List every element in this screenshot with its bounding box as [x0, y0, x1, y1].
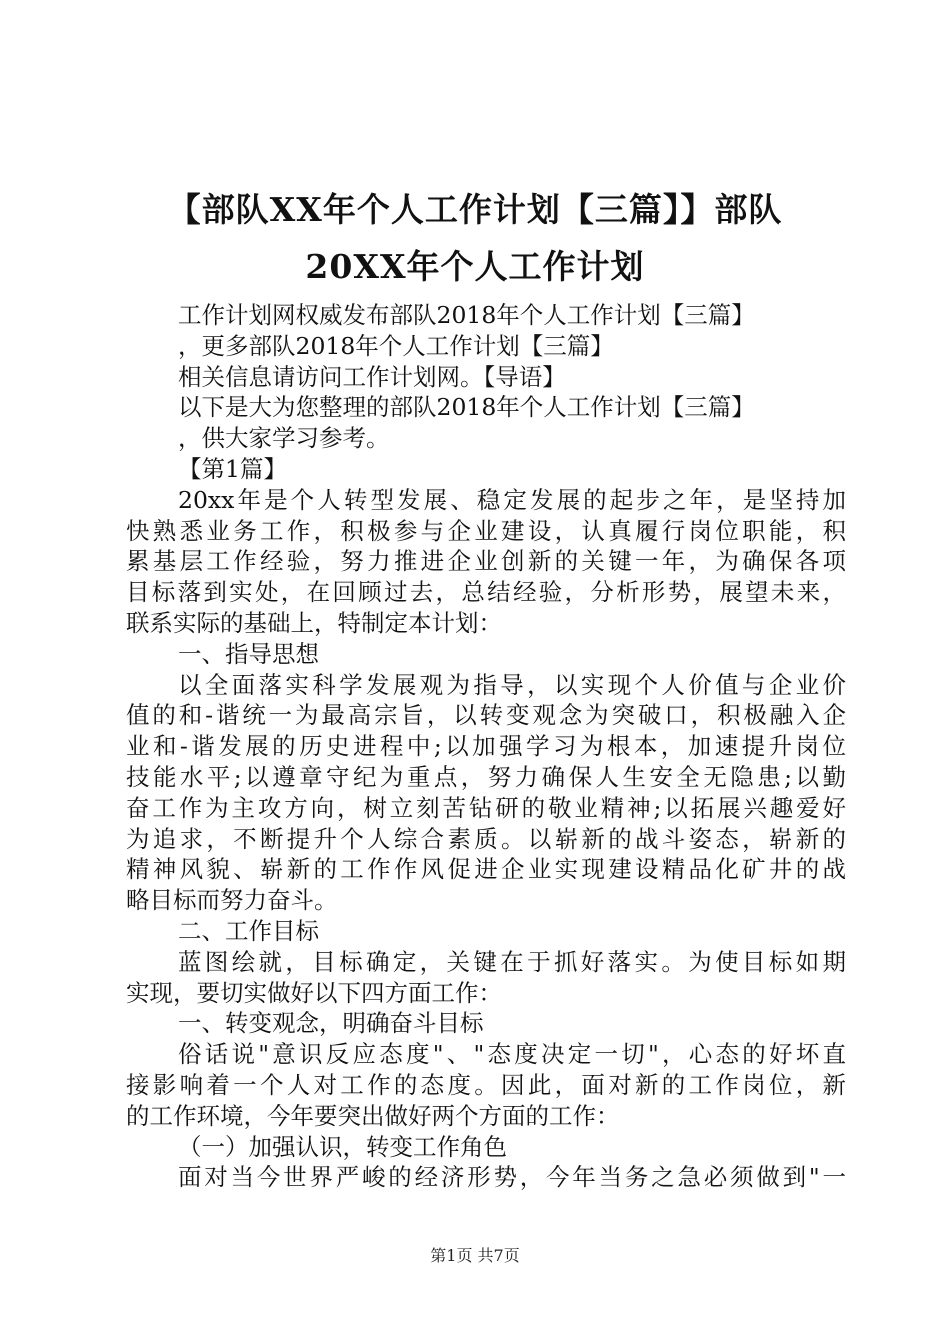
body-line: 一、指导思想	[178, 639, 319, 668]
body-line: 略目标而努力奋斗。	[126, 886, 338, 915]
body-line: 面对当今世界严峻的经济形势，今年当务之急必须做到"一	[178, 1163, 846, 1192]
body-line: 目标落到实处，在回顾过去，总结经验，分析形势，展望未来，	[126, 578, 846, 607]
body-line: 技能水平;以遵章守纪为重点，努力确保人生安全无隐患;以勤	[126, 762, 846, 791]
body-line: 以下是大为您整理的部队2018年个人工作计划【三篇】	[178, 393, 755, 422]
body-line: ，供大家学习参考。	[178, 424, 390, 453]
body-line: 的工作环境，今年要突出做好两个方面的工作：	[126, 1101, 620, 1130]
document-title-line-1: 【部队XX年个人工作计划【三篇】】部队	[167, 190, 783, 229]
body-line: 接影响着一个人对工作的态度。因此，面对新的工作岗位，新	[126, 1070, 846, 1099]
body-line: 二、工作目标	[178, 916, 319, 945]
body-line: 蓝图绘就，目标确定，关键在于抓好落实。为使目标如期	[178, 947, 846, 976]
document-body	[126, 300, 846, 1193]
body-line: 以全面落实科学发展观为指导，以实现个人价值与企业价	[178, 670, 846, 699]
body-line: ，更多部队2018年个人工作计划【三篇】	[178, 331, 614, 360]
body-line: 相关信息请访问工作计划网。【导语】	[178, 362, 566, 391]
body-line: 一、转变观念，明确奋斗目标	[178, 1009, 484, 1038]
body-line: 【第1篇】	[178, 454, 287, 483]
body-line: 实现，要切实做好以下四方面工作：	[126, 978, 502, 1007]
document-title-line-2: 20XX年个人工作计划	[305, 247, 645, 286]
body-line: 业和-谐发展的历史进程中;以加强学习为根本，加速提升岗位	[126, 732, 846, 761]
body-line: 精神风貌、崭新的工作作风促进企业实现建设精品化矿井的战	[126, 855, 846, 884]
body-line: 为追求，不断提升个人综合素质。以崭新的战斗姿态，崭新的	[126, 824, 846, 853]
body-line: 累基层工作经验，努力推进企业创新的关键一年，为确保各项	[126, 547, 846, 576]
page-footer: 第1页 共7页	[430, 1246, 520, 1265]
body-line: 20xx年是个人转型发展、稳定发展的起步之年，是坚持加	[178, 485, 846, 514]
body-line: 快熟悉业务工作，积极参与企业建设，认真履行岗位职能，积	[126, 516, 846, 545]
body-line: （一）加强认识，转变工作角色	[178, 1132, 507, 1161]
body-line: 工作计划网权威发布部队2018年个人工作计划【三篇】	[178, 301, 755, 329]
body-line: 值的和-谐统一为最高宗旨，以转变观念为突破口，积极融入企	[126, 701, 846, 730]
body-line: 联系实际的基础上，特制定本计划：	[126, 608, 502, 637]
body-line: 俗话说"意识反应态度"、"态度决定一切"，心态的好坏直	[178, 1040, 846, 1069]
body-line: 奋工作为主攻方向，树立刻苦钻研的敬业精神;以拓展兴趣爱好	[126, 793, 846, 822]
